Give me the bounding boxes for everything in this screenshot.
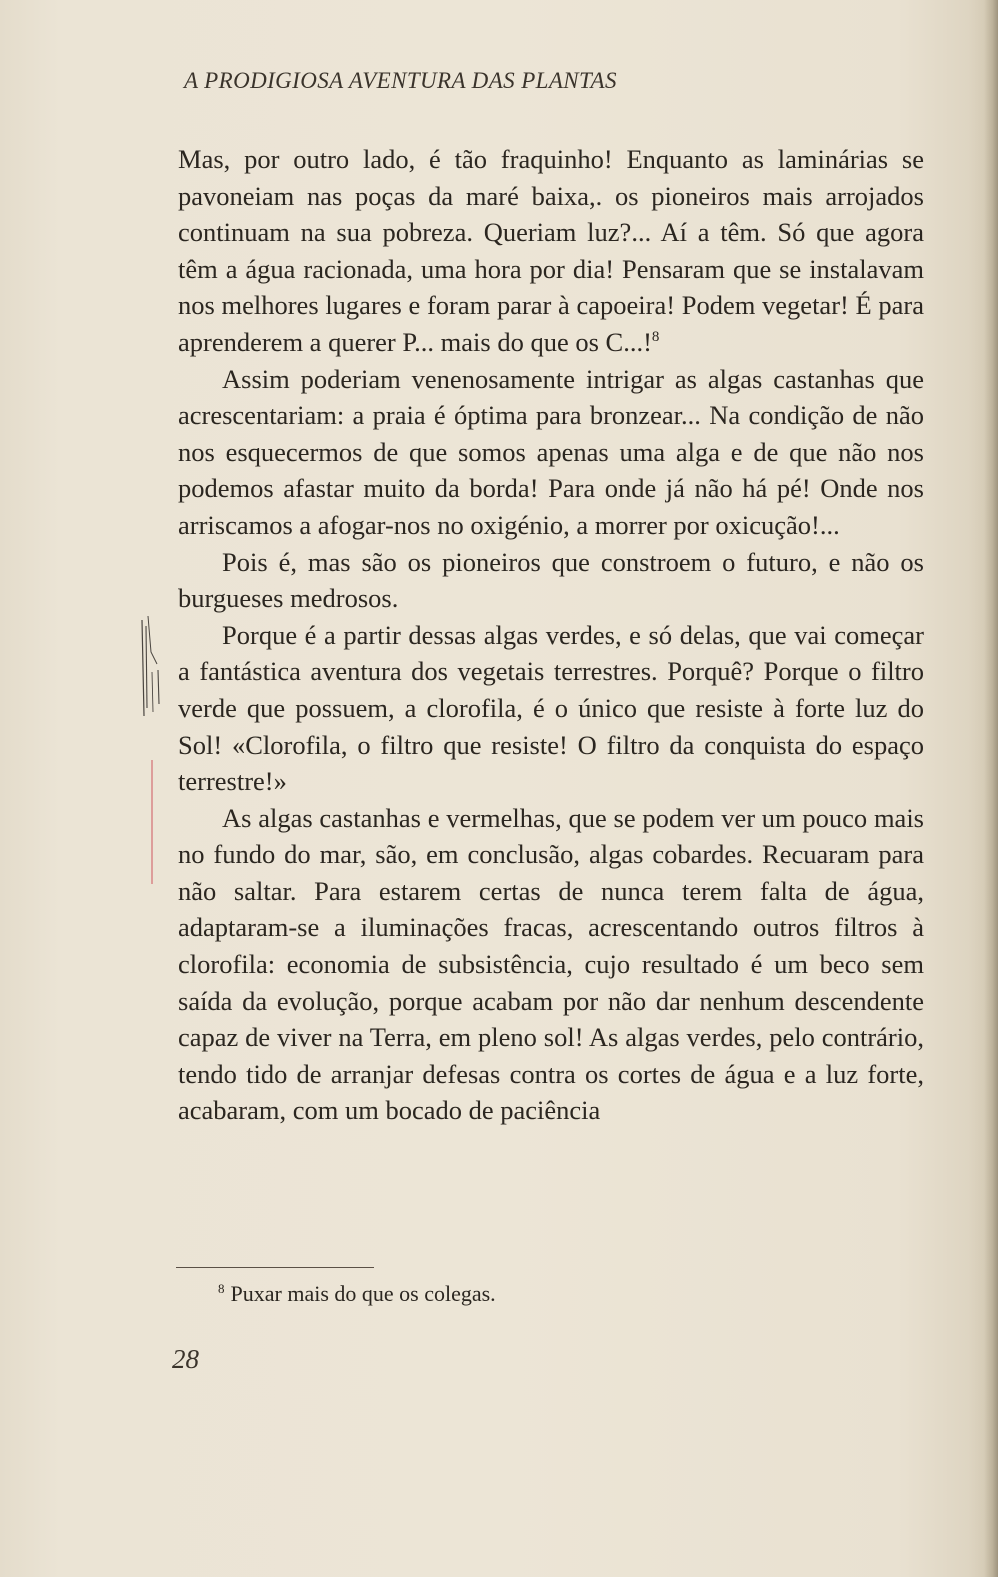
footnote (218, 1281, 496, 1307)
paragraph-3: Pois é, mas são os pioneiros que constroem o futuro, e não os burgueses medrosos. (178, 546, 924, 614)
red-pencil-margin-mark (150, 760, 154, 884)
paragraph-4: Porque é a partir dessas algas verdes, e só delas, que vai começar a fantástica aventura dos vegetais terrestres. Porquê? Porque o filtro verde que possuem, a clorofila, é o único que resiste à forte luz do Sol! «Clorofila, o filtro que resiste! O filtro da conquista do espaço terrestre!» (178, 619, 924, 797)
pencil-margin-marks (128, 612, 168, 722)
paragraph-5: As algas castanhas e vermelhas, que se podem ver um pouco mais no fundo do mar, são, em conclusão, algas cobardes. Recuaram para não saltar. Para estarem certas de nunca terem falta de água, adaptaram-se a iluminações fracas, acrescentando outros filtros à clorofila: economia de subsistência, cujo resultado é um beco sem saída da evolução, porque acabam por não dar nenhum descendente capaz de viver na Terra, em pleno sol! As algas verdes, pelo contrário, tendo tido de arranjar defesas contra os cortes de água e a luz forte, acabaram, com um bocado de paciência (178, 802, 924, 1126)
paragraph-1: Mas, por outro lado, é tão fraquinho! Enquanto as laminárias se pavoneiam nas poças da maré baixa,. os pioneiros mais arrojados continuam na sua pobreza. Queriam luz?... Aí a têm. Só que agora têm a água racionada, uma hora por dia! Pensaram que se instalavam nos melhores lugares e foram parar à capoeira! Podem vegetar! É para aprenderem a querer P... mais do que os C...!$^8$ (178, 144, 924, 357)
footnote-divider (176, 1267, 374, 1268)
footnote-reference: 8 (651, 329, 660, 346)
page-number: 28 (172, 1344, 199, 1374)
running-header: A PRODIGIOSA AVENTURA DAS PLANTAS (184, 68, 617, 93)
footnote-number: 8 (218, 1280, 225, 1296)
footnote-text: Puxar mais do que os colegas. (230, 1281, 496, 1306)
paragraph-2: Assim poderiam venenosamente intrigar as algas castanhas que acrescentariam: a praia é óptima para bronzear... Na condição de não nos esquecermos de que somos apenas uma alga e de que não nos podemos afastar muito da borda! Para onde já não há pé! Onde nos arriscamos a afogar-nos no oxigénio, a morrer por oxicução!... (178, 363, 924, 540)
body-text (178, 141, 924, 1129)
page-edge-shadow (984, 0, 998, 1577)
